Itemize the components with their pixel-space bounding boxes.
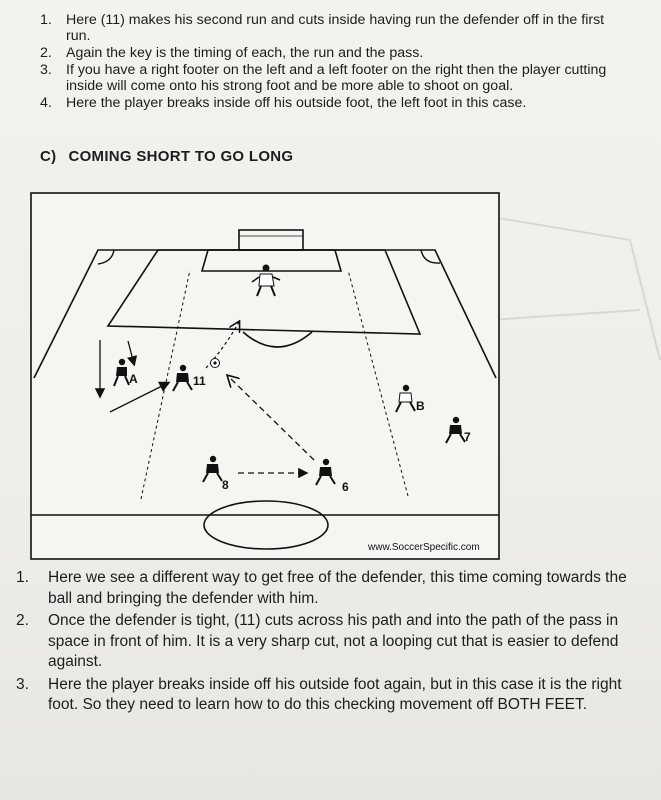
top-note-4 (40, 95, 630, 111)
pitch-diagram (30, 192, 500, 562)
top-note-1-text: Here (11) makes his second run and cuts inside having run the defender off in the first run. (66, 12, 605, 44)
top-note-2-text: Again the key is the timing of each, the run and the pass. (66, 45, 424, 61)
top-note-3 (40, 62, 630, 94)
player-6-label: 6 (342, 480, 349, 494)
bottom-note-1-text: Here we see a different way to get free of the defender, this time coming towards the ball and bringing the defender with him. (48, 569, 627, 607)
bottom-notes-list (16, 568, 644, 718)
player-7-label: 7 (464, 430, 471, 444)
top-note-2-number: 2. (40, 45, 52, 61)
bottom-note-1 (16, 568, 644, 609)
player-b-label: B (416, 399, 425, 413)
top-notes-list (40, 12, 630, 112)
top-note-3-text: If you have a right footer on the left and a left footer on the right then the player cutting inside will come onto his strong foot and be more able to shoot on goal. (66, 62, 607, 94)
bottom-note-2 (16, 611, 644, 673)
bottom-note-3-text: Here the player breaks inside off his outside foot again, but in this case it is the right foot. So they need to learn how to do this checking movement off BOTH FEET. (48, 675, 622, 713)
pitch-svg (30, 192, 500, 562)
top-note-4-number: 4. (40, 95, 52, 111)
bottom-note-3 (16, 675, 644, 716)
player-a-label: A (129, 372, 138, 386)
top-note-2 (40, 45, 630, 61)
ball (211, 359, 220, 368)
bottom-note-3-number: 3. (16, 675, 29, 693)
player-8-label: 8 (222, 478, 229, 492)
bottom-note-2-number: 2. (16, 612, 29, 629)
top-note-1 (40, 12, 630, 44)
bottom-note-1-number: 1. (16, 569, 29, 586)
diagram-frame (31, 193, 499, 559)
top-note-3-number: 3. (40, 62, 52, 78)
top-note-4-text: Here the player breaks inside off his outside foot, the left foot in this case. (66, 95, 527, 111)
section-title: COMING SHORT TO GO LONG (68, 148, 294, 165)
bottom-note-2-text: Once the defender is tight, (11) cuts across his path and into the path of the pass in space in front of him. It is a very sharp cut, not a looping cut that is easier to defend against. (48, 612, 619, 670)
diagram-watermark: www.SoccerSpecific.com (368, 542, 480, 553)
top-note-1-number: 1. (40, 12, 52, 28)
section-label: C) (40, 148, 57, 165)
player-11-label: 11 (193, 374, 206, 388)
section-heading (40, 148, 293, 165)
